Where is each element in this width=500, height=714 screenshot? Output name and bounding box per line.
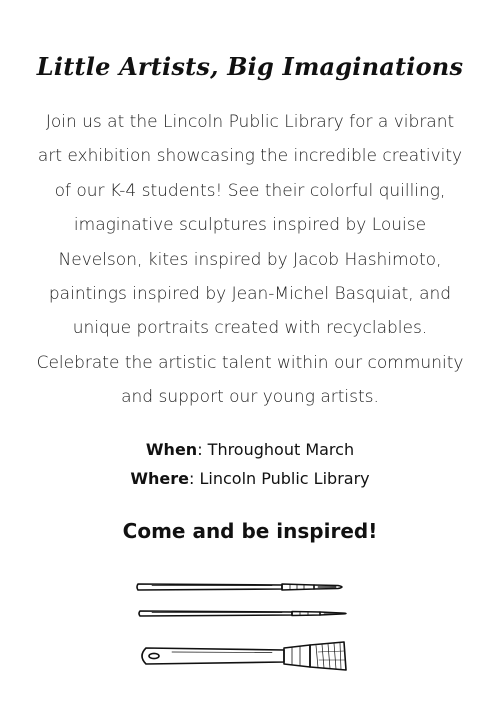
call-to-action: Come and be inspired! [122,519,378,543]
flat-brush-icon [142,642,346,670]
when-value: : Throughout March [197,440,355,459]
when-label: When [145,440,198,459]
event-description: Join us at the Lincoln Public Library for a vibrant art exhibition showcasing the incredible creativity of our K-4 students! See their colorful quilling, imaginative sculptures inspired by Louise Nevelson, kites inspired by Jacob Hashimoto, paintings inspired by Jean-Michel Basquiat, and unique portraits created with recyclables. Celebrate the artistic talent within our community and support our young artists. [36,112,464,408]
round-brush-icon [137,584,342,590]
where-label: Where [130,469,189,488]
pointed-brush-icon [139,611,346,616]
event-when [0,440,500,460]
poster-title: Little Artists, Big Imaginations [36,52,464,81]
paintbrushes-icon [132,572,372,676]
event-where [0,469,500,489]
where-value: : Lincoln Public Library [189,469,370,488]
